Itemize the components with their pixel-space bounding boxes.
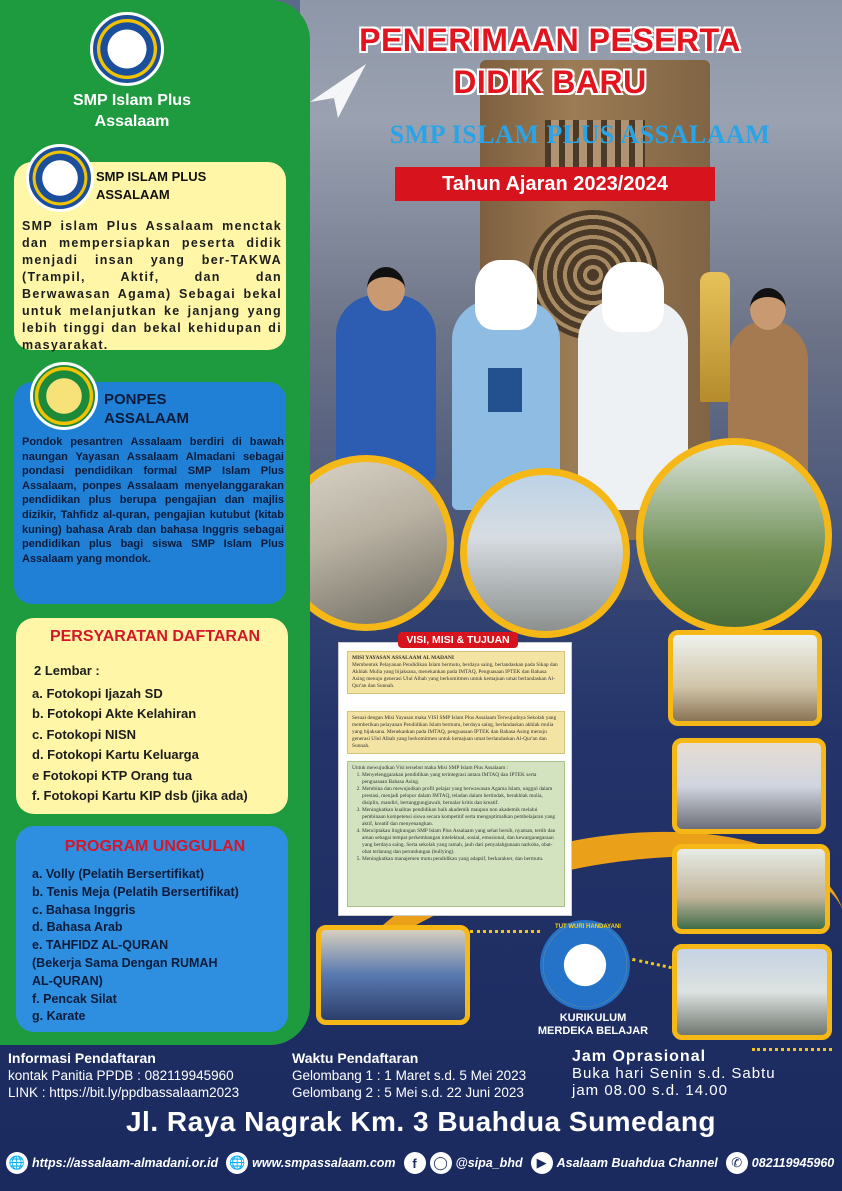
program-item: AL-QURAN)	[32, 973, 103, 988]
requirement-item: b. Fotokopi Akte Kelahiran	[32, 706, 197, 722]
requirements-intro: 2 Lembar :	[34, 663, 100, 678]
requirement-item: d. Fotokopi Kartu Keluarga	[32, 747, 199, 763]
misi-yayasan-label: MISI YAYASAN ASSALAAM AL MADANI	[352, 655, 454, 661]
visi-misi-title: VISI, MISI & TUJUAN	[398, 632, 518, 648]
kurikulum-label	[528, 1012, 658, 1038]
requirement-item: c. Fotokopi NISN	[32, 726, 136, 742]
school-address: Jl. Raya Nagrak Km. 3 Buahdua Sumedang	[125, 1106, 717, 1137]
student-photo	[336, 295, 436, 480]
requirement-item: e Fotokopi KTP Orang tua	[32, 767, 193, 783]
misi-item: 2. Membina dan mewujudkan profil pelajar yang berwawasan Agama Islam, unggul dalam prestasi, menjadi pelopor dalam IMTAQ, teladan dalam bertindak, berakhlak mulia, disiplin, mandiri, bertanggungjawab, bernalar kritis dan kreatif.	[362, 786, 560, 807]
ponpes-card-title	[104, 390, 189, 428]
program-item: b. Tenis Meja (Pelatih Bersertifikat)	[32, 884, 239, 899]
school-logo	[90, 12, 164, 86]
wave-1: Gelombang 1 : 1 Maret s.d. 5 Mei 2023	[292, 1068, 527, 1083]
whatsapp-icon[interactable]: ✆	[726, 1152, 748, 1174]
operating-hours-title: Jam Oprasional	[572, 1048, 707, 1065]
program-item: c. Bahasa Inggris	[32, 902, 136, 917]
smp-card-text: SMP islam Plus Assalaam menctak dan mempersiapkan peserta didik menjadi insan yang ber-TAKWA (Trampil, Aktif, dan dan Berwawasan Agama) Sebagai bekal untuk melanjutkan ke janjang yang lebih tinggi dan bekal kehidupan di masyarakat.	[22, 219, 282, 352]
whatsapp-number[interactable]: 082119945960	[751, 1156, 835, 1170]
wave-2: Gelombang 2 : 5 Mei s.d. 22 Juni 2023	[292, 1085, 524, 1100]
registration-title: Informasi Pendaftaran	[8, 1050, 156, 1066]
globe-icon: 🌐	[6, 1152, 28, 1174]
registration-link[interactable]: LINK : https://bit.ly/ppdbassalaam2023	[8, 1085, 240, 1100]
requirement-item: f. Fotokopi Kartu KIP dsb (jika ada)	[32, 788, 248, 804]
headline-line2: DIDIK BARU	[453, 64, 647, 100]
programs-title: PROGRAM UNGGULAN	[64, 838, 246, 855]
headline-school: SMP ISLAM PLUS ASSALAAM	[389, 120, 771, 149]
photo-classroom	[672, 738, 826, 834]
website-link-1[interactable]: https://assalaam-almadani.or.id	[32, 1156, 219, 1170]
kurikulum-line1: KURIKULUM	[559, 1012, 627, 1024]
program-item: d. Bahasa Arab	[32, 920, 123, 935]
kurikulum-line2: MERDEKA BELAJAR	[537, 1025, 649, 1037]
visi-misi-panel	[338, 642, 572, 916]
misi-yayasan-text: Membentuk Pelayanan Pendidikan Islam bermutu, berdaya saing, berlandaskan pada Sikap dan Akhlak Mulia yang bijaksana, menekankan pada IMTAQ, Penguasaan IPTEK dan Bahasa Asing menuju generasi Ulul Albab yang berkomitmen untuk kemajuan umat berlandaskan Al-Qur'an dan Sunnah.	[352, 662, 558, 689]
registration-period-title: Waktu Pendaftaran	[292, 1050, 419, 1066]
misi-item: 3. Meningkatkan kualitas pendidikan baik akademik maupun non akademik melalui pembinaan kompetensi siswa secara kompetitif serta mengoptimalkan pembelajaran yang aktif, kreatif dan menyenangkan.	[362, 807, 560, 828]
program-item: e. TAHFIDZ AL-QURAN	[32, 938, 169, 953]
smp-card-title	[96, 168, 206, 204]
operating-time: jam 08.00 s.d. 14.00	[572, 1082, 728, 1099]
requirements-title: PERSYARATAN DAFTARAN	[49, 628, 261, 645]
misi-item: 4. Menciptakan lingkungan SMP Islam Plus Assalaam yang sehat bersih, nyaman, tertib dan aman sebagai tempat perkembangan intelektual, sosial, emosional, dan kewarganegaraan yang berdaya saing. Serta sekolah yang ramah, jauh dari penyalahgunaan narkoba, obat-obat terlarang dan perundungan (bullying).	[362, 828, 560, 856]
programs-list	[32, 866, 287, 1026]
photo-staff	[672, 944, 832, 1040]
instagram-icon[interactable]: ◯	[430, 1152, 452, 1174]
requirement-item: a. Fotokopi Ijazah SD	[32, 686, 163, 701]
registration-period	[292, 1050, 526, 1101]
misi-item: 5. Meningkatkan manajemen mutu pendidikan yang adaptif, berkarakter, dan bermutu.	[362, 856, 560, 863]
registration-info	[8, 1050, 239, 1101]
photo-scout-activity	[636, 438, 832, 634]
quran-book	[488, 368, 522, 412]
registration-contact: kontak Panitia PPDB : 082119945960	[8, 1068, 234, 1083]
program-item: g. Karate	[32, 1009, 86, 1024]
student-head	[602, 262, 664, 332]
globe-icon: 🌐	[226, 1152, 248, 1174]
student-head	[750, 288, 786, 330]
website-link-2[interactable]: www.smpassalaam.com	[252, 1156, 396, 1170]
youtube-icon[interactable]: ▶	[531, 1152, 553, 1174]
decorative-dots	[470, 930, 540, 933]
requirements-list	[32, 684, 248, 806]
youtube-channel[interactable]: Asalaam Buahdua Channel	[556, 1156, 718, 1170]
instagram-handle[interactable]: @sipa_bhd	[455, 1156, 523, 1170]
photo-students-studying	[316, 925, 470, 1025]
photo-karate-practice	[460, 468, 630, 638]
program-item: (Bekerja Sama Dengan RUMAH	[32, 955, 218, 970]
school-name-line1: SMP Islam Plus	[73, 92, 191, 109]
misi-smp-intro: Untuk mewujudkan Visi tersebut maka Misi SMP Islam Plus Assalaam :	[352, 765, 508, 771]
operating-days: Buka hari Senin s.d. Sabtu	[572, 1065, 776, 1082]
ponpes-card-title-line2: ASSALAAM	[104, 410, 189, 427]
smp-card-title-line1: SMP ISLAM PLUS	[96, 169, 207, 184]
photo-graduation-ceremony	[672, 844, 830, 934]
social-links	[6, 1148, 842, 1178]
tut-wuri-motto: TUT WURI HANDAYANI	[555, 924, 621, 930]
student-head	[367, 267, 405, 311]
program-item: a. Volly (Pelatih Bersertifikat)	[32, 867, 205, 881]
ponpes-logo	[30, 362, 98, 430]
visi-smp-text: Sesuai dengan Misi Yayasan maka VISI SMP Islam Plus Assalaam Terwujudnya Sekolah yang memberikan pelayanan Pendidikan Islam bermutu, berdaya saing, berlandaskan akhlak mulia yang bijaksana. Menekankan pada IMTAQ, penguasaan IPTEK dan Bahasa Asing menuju generasi Ulul Albab yang berkomitmen untuk kemajuan umat berlandaskan Al-Qur'an dan Sunnah.	[352, 715, 557, 749]
facebook-icon[interactable]: f	[404, 1152, 426, 1174]
student-head	[475, 260, 537, 330]
trophy-image	[700, 272, 730, 402]
misi-item: 1. Menyelenggarakan pendidikan yang terintegrasi antara IMTAQ dan IPTEK serta penguasaan Bahasa Asing.	[362, 772, 560, 786]
misi-yayasan-box	[347, 651, 565, 694]
school-name	[32, 90, 232, 132]
ponpes-card-text: Pondok pesantren Assalaam berdiri di bawah naungan Yayasan Assalaam Almadani sebagai pondasi pendidikan formal SMP Islam Plus Assalaam, ponpes Assalaam menyelanggarakan pendidikan plus berupa pengajian dan majlis dizikir, Tahfidz al-quran, pengajian kutubut (kitab kuning) bahasa Arab dan bahasa Inggris sebagai pendidikan plus bagi siswa SMP Islam Plus Assalaam yang mondok.	[22, 436, 284, 565]
program-item: f. Pencak Silat	[32, 991, 117, 1006]
smp-card-title-line2: ASSALAAM	[96, 187, 170, 202]
operating-hours	[572, 1048, 776, 1099]
school-name-line2: Assalaam	[94, 113, 170, 130]
tut-wuri-handayani-logo	[540, 920, 630, 1010]
visi-smp-box	[347, 711, 565, 754]
photo-graduation-group	[668, 630, 822, 726]
misi-smp-box	[347, 761, 565, 907]
school-logo-small	[26, 144, 94, 212]
headline	[300, 22, 800, 100]
ponpes-card-title-line1: PONPES	[104, 391, 167, 408]
misi-smp-list	[352, 772, 560, 863]
academic-year-badge: Tahun Ajaran 2023/2024	[395, 167, 715, 201]
headline-line1: PENERIMAAN PESERTA	[359, 22, 741, 58]
